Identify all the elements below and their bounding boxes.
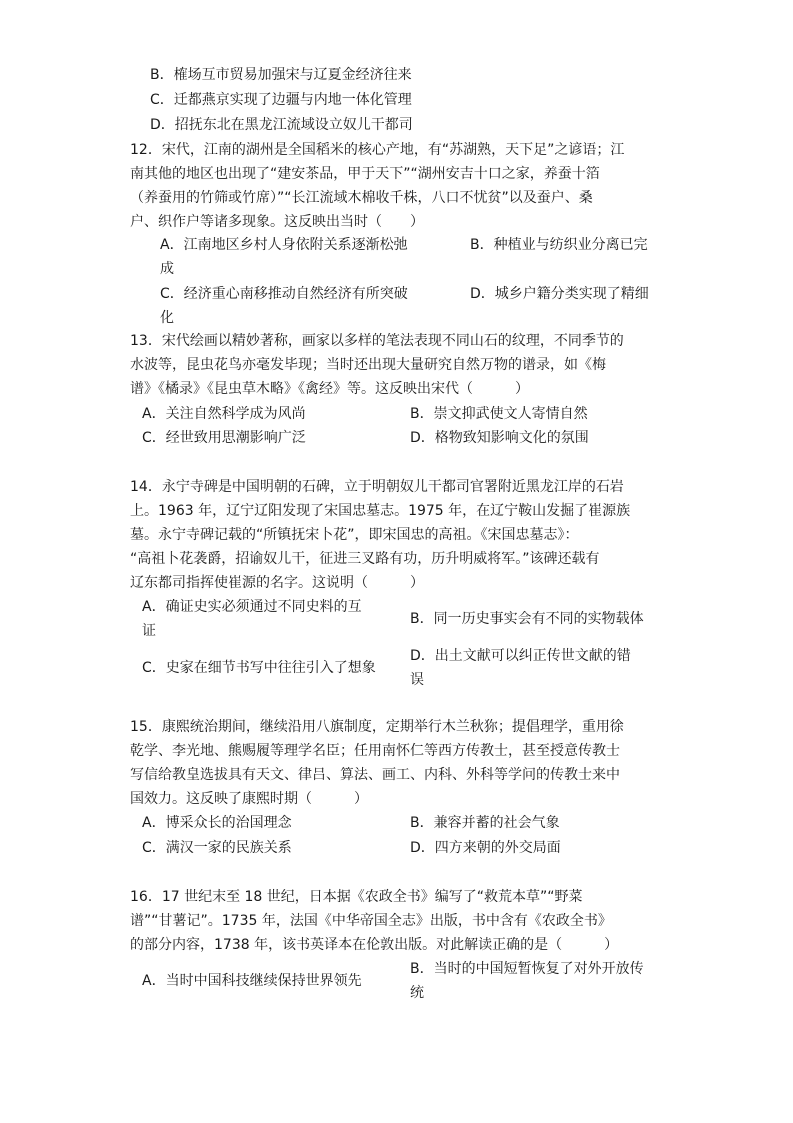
q15-stem-line-1: 15．康熙统治期间，继续沿用八旗制度，定期举行木兰秋狝；提倡理学，重用徐 — [130, 719, 624, 735]
q12-stem-line-4: 户、织作户等诸多现象。这反映出当时（ ） — [130, 214, 424, 230]
q14-stem-line-1: 14．永宁寺碑是中国明朝的石碑，立于明朝奴儿干都司官署附近黑龙江岸的石岩 — [130, 479, 624, 495]
q16-option-b-wrap: 统 — [410, 985, 424, 1001]
q13-option-c: C．经世致用思潮影响广泛 — [142, 430, 306, 446]
q16-option-a: A．当时中国科技继续保持世界领先 — [142, 973, 362, 989]
q14-stem-line-5: 辽东都司指挥使崔源的名字。这说明（ ） — [130, 575, 424, 591]
q13-stem-line-2: 水波等，昆虫花鸟亦毫发毕现；当时还出现大量研究自然万物的谱录，如《梅 — [130, 357, 606, 373]
q12-option-b-wrap: 成 — [160, 261, 174, 277]
q16-stem-line-2: 谱”“甘薯记”。1735 年，法国《中华帝国全志》出版，书中含有《农政全书》 — [130, 913, 612, 929]
q11-option-c: C．迁都燕京实现了边疆与内地一体化管理 — [150, 92, 412, 108]
q15-option-c: C．满汉一家的民族关系 — [142, 840, 292, 856]
q13-stem-line-1: 13．宋代绘画以精妙著称，画家以多样的笔法表现不同山石的纹理，不同季节的 — [130, 333, 624, 349]
q12-stem-line-1: 12．宋代，江南的湖州是全国稻米的核心产地，有“苏湖熟，天下足”之谚语；江 — [130, 142, 625, 158]
q16-option-b: B．当时的中国短暂恢复了对外开放传 — [410, 961, 644, 977]
q13-option-a: A．关注自然科学成为风尚 — [142, 406, 306, 422]
q13-stem-line-3: 谱》《橘录》《昆虫草木略》《禽经》等。这反映出宋代（ ） — [130, 381, 529, 397]
q14-option-c: C．史家在细节书写中往往引入了想象 — [142, 660, 376, 676]
q14-option-d-wrap: 误 — [410, 672, 424, 688]
q12-option-a: A．江南地区乡村人身依附关系逐渐松弛 — [160, 237, 408, 253]
q12-stem-line-2: 南其他的地区也出现了“建安茶品，甲于天下”“湖州安吉十口之家，养蚕十箔 — [130, 166, 600, 182]
q16-stem-line-3: 的部分内容，1738 年，该书英译本在伦敦出版。对此解读正确的是（ ） — [130, 937, 619, 953]
q13-option-b: B．崇文抑武使文人寄情自然 — [410, 406, 588, 422]
q14-stem-line-3: 墓。永宁寺碑记载的“所镇抚宋卜花”，即宋国忠的高祖。《宋国忠墓志》： — [130, 527, 579, 543]
q15-stem-line-2: 乾学、李光地、熊赐履等理学名臣；任用南怀仁等西方传教士，甚至授意传教士 — [130, 743, 620, 759]
q14-stem-line-4: “高祖卜花袭爵，招谕奴儿干，征进三叉路有功，历升明威将军。”该碑还载有 — [130, 551, 600, 567]
q15-option-a: A．博采众长的治国理念 — [142, 815, 292, 831]
q14-option-b: B．同一历史事实会有不同的实物载体 — [410, 611, 644, 627]
q12-option-b: B．种植业与纺织业分离已完 — [470, 237, 648, 253]
q11-option-b: B．榷场互市贸易加强宋与辽夏金经济往来 — [150, 67, 412, 83]
q14-stem-line-2: 上。1963 年，辽宁辽阳发现了宋国忠墓志。1975 年，在辽宁鞍山发掘了崔源族 — [130, 503, 631, 519]
q12-option-c: C．经济重心南移推动自然经济有所突破 — [160, 286, 408, 302]
q15-stem-line-3: 写信给教皇选拔具有天文、律吕、算法、画工、内科、外科等学问的传教士来中 — [130, 767, 620, 783]
q12-option-d-wrap: 化 — [160, 310, 174, 326]
q14-option-a-wrap: 证 — [142, 623, 156, 639]
q12-stem-line-3: （养蚕用的竹筛或竹席）”“长江流域木棉收千株，八口不忧贫”以及蚕户、桑 — [130, 190, 593, 206]
q15-option-d: D．四方来朝的外交局面 — [410, 840, 561, 856]
q11-option-d: D．招抚东北在黑龙江流域设立奴儿干都司 — [150, 117, 413, 133]
q13-option-d: D．格物致知影响文化的氛围 — [410, 430, 589, 446]
q16-stem-line-1: 16．17 世纪末至 18 世纪，日本据《农政全书》编写了“救荒本草”“野菜 — [130, 889, 583, 905]
q14-option-d: D．出土文献可以纠正传世文献的错 — [410, 648, 631, 664]
q15-stem-line-4: 国效力。这反映了康熙时期（ ） — [130, 791, 368, 807]
q15-option-b: B．兼容并蓄的社会气象 — [410, 815, 560, 831]
q14-option-a: A．确证史实必须通过不同史料的互 — [142, 599, 362, 615]
q12-option-d: D．城乡户籍分类实现了精细 — [470, 286, 649, 302]
